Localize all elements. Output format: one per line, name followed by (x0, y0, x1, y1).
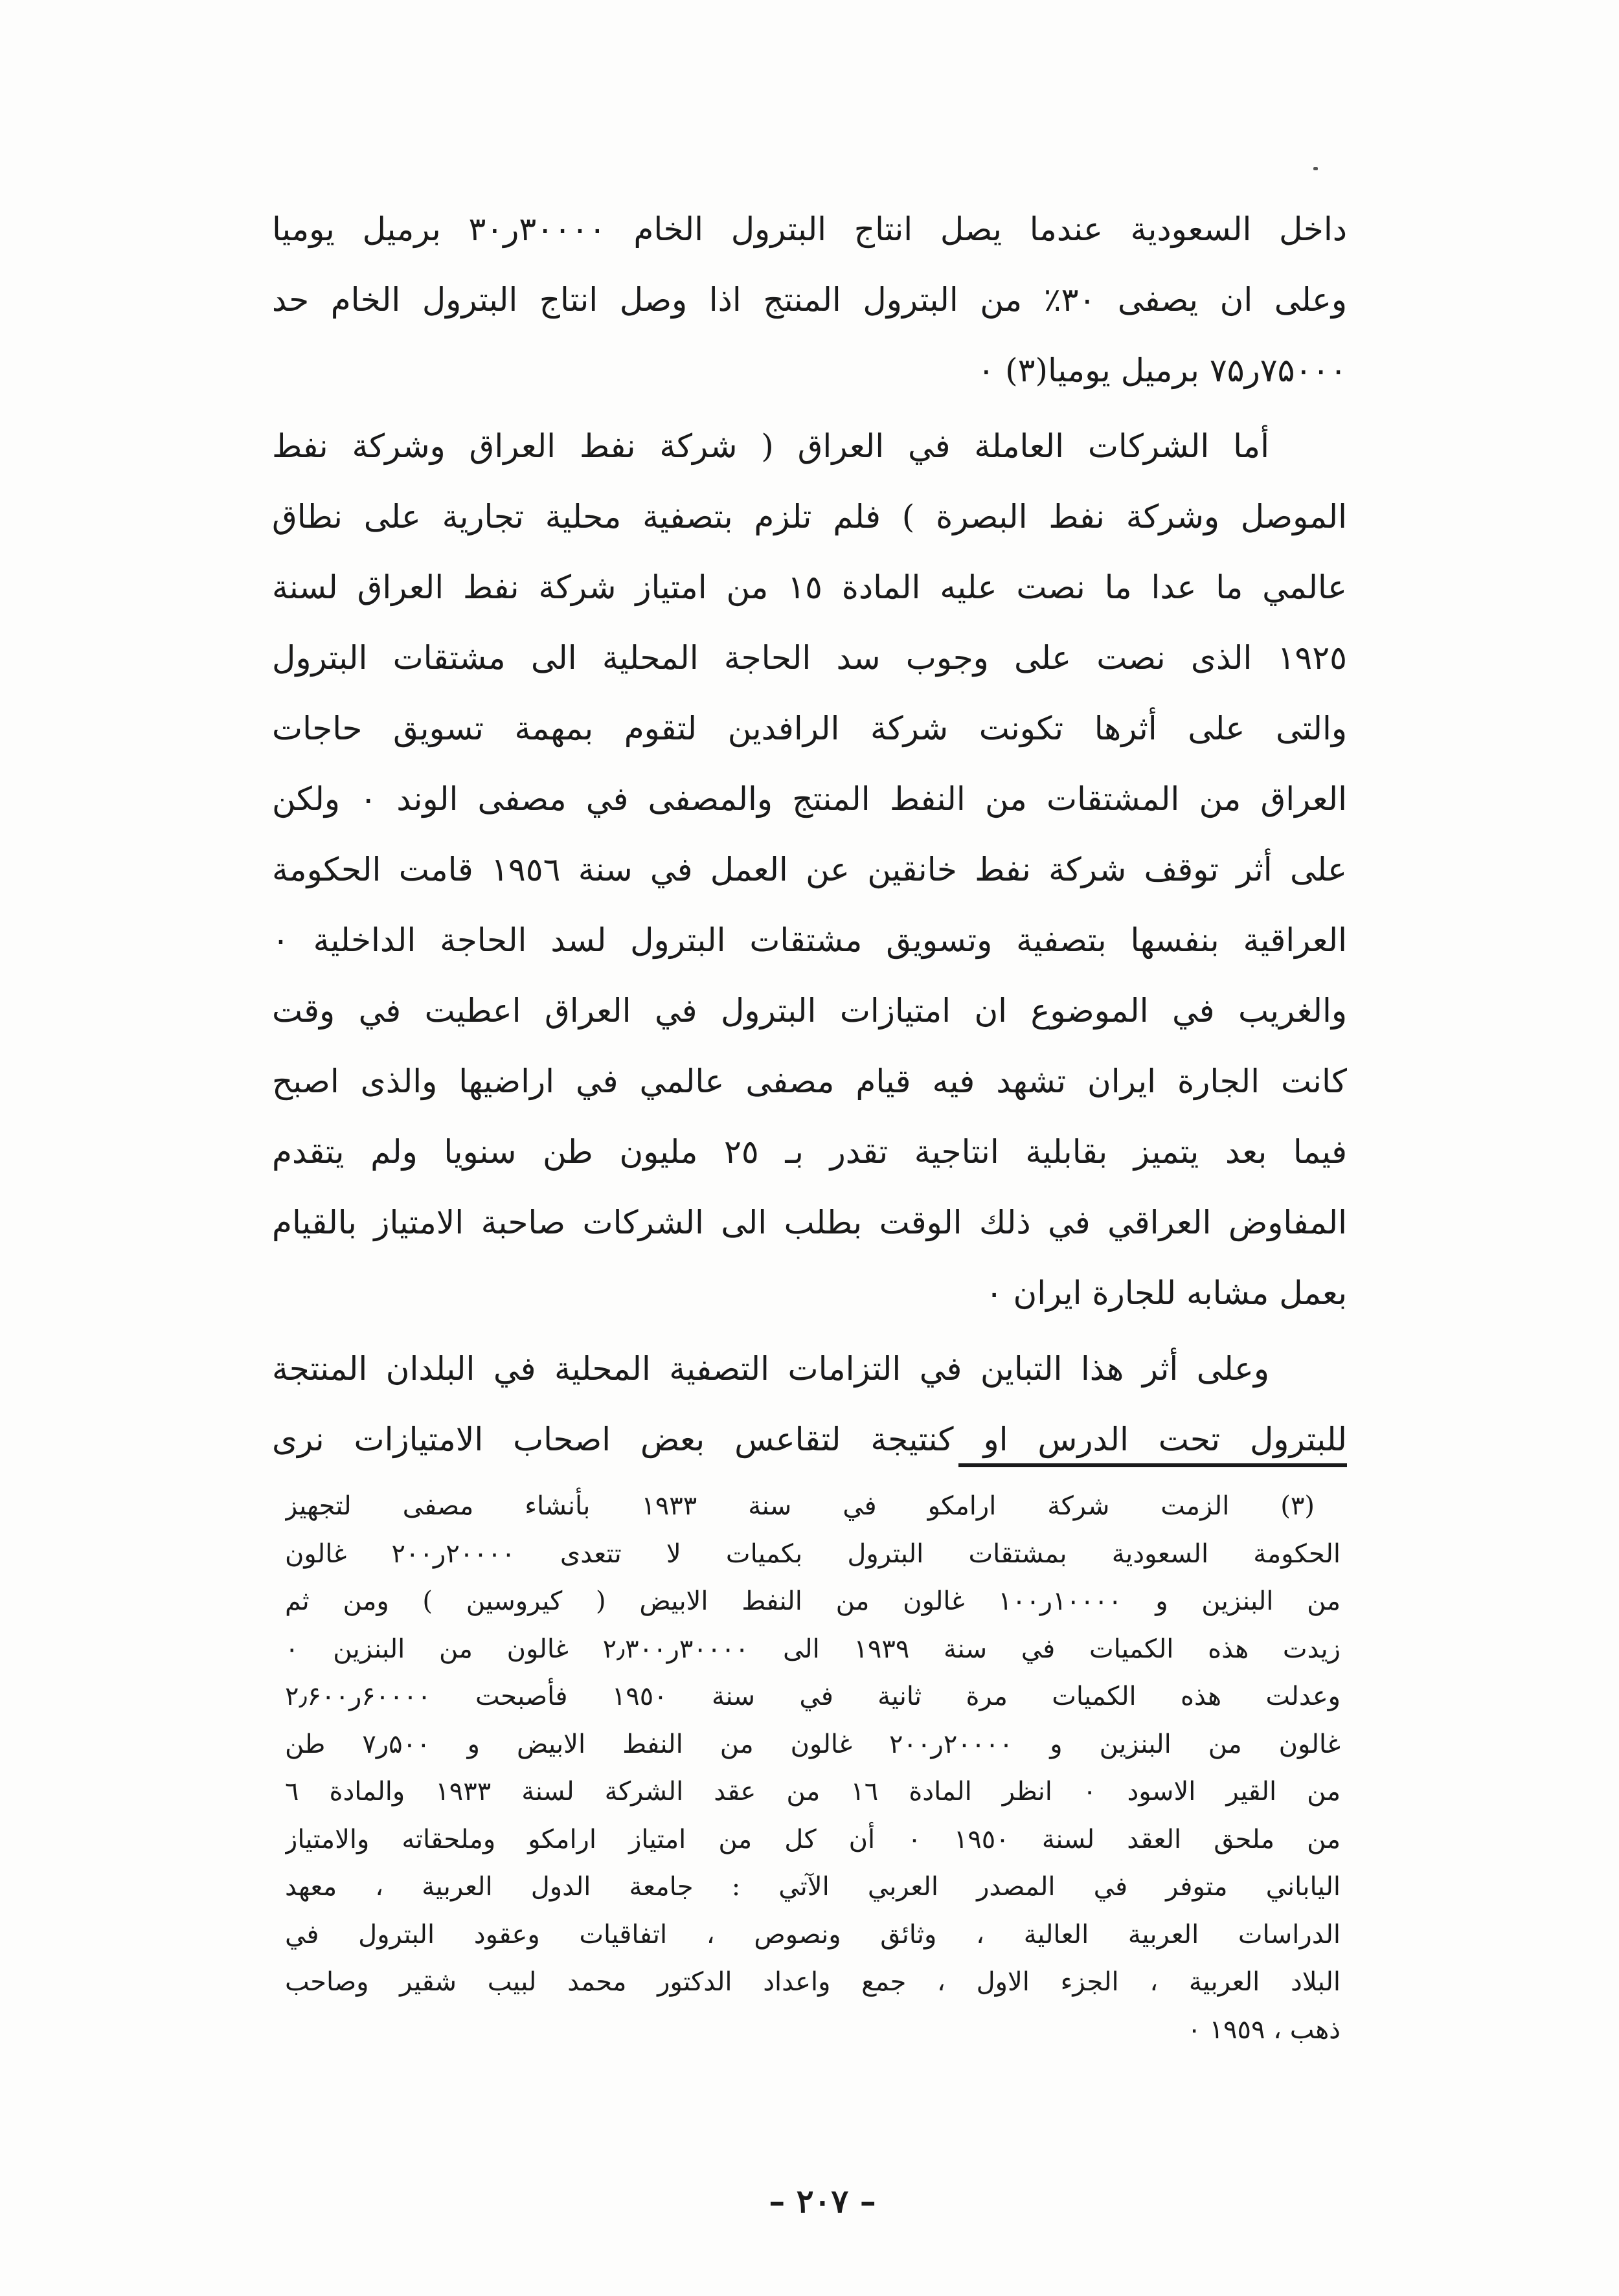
body-line: ١٩٢٥ الذى نصت على وجوب سد الحاجة المحلية الى مشتقات البترول (272, 639, 1347, 677)
body-line: داخل السعودية عندما يصل انتاج البترول الخام ۳۰۰۰۰ر۳۰ برميل يوميا (272, 210, 1347, 248)
footnote-line: من ملحق العقد لسنة ١٩٥٠ ٠ أن كل من امتياز ارامكو وملحقاته والامتياز (285, 1824, 1341, 1854)
footnote-line: البلاد العربية ، الجزء الاول ، جمع واعداد الدكتور محمد لبيب شقير وصاحب (285, 1967, 1341, 1997)
footnote-separator-rule (958, 1463, 1347, 1467)
body-line: بعمل مشابه للجارة ايران ٠ (985, 1274, 1347, 1312)
footnote-line: الياباني متوفر في المصدر العربي الآتي : جامعة الدول العربية ، معهد (285, 1872, 1341, 1902)
body-line: المفاوض العراقي في ذلك الوقت بطلب الى الشركات صاحبة الامتياز بالقيام (272, 1204, 1347, 1241)
footnote-line: ذهب ، ١٩٥٩ ٠ (1187, 2014, 1341, 2045)
body-line: أما الشركات العاملة في العراق ( شركة نفط العراق وشركة نفط (272, 427, 1269, 465)
body-line: على أثر توقف شركة نفط خانقين عن العمل في سنة ١٩٥٦ قامت الحكومة (272, 851, 1347, 888)
body-line: عالمي ما عدا ما نصت عليه المادة ١٥ من امتياز شركة نفط العراق لسنة (272, 568, 1347, 606)
footnote-block (285, 1483, 1341, 2054)
body-line: والتى على أثرها تكونت شركة الرافدين لتقوم بمهمة تسويق حاجات (272, 710, 1347, 747)
body-line: للبترول تحت الدرس او كنتيجة لتقاعس بعض اصحاب الامتيازات نرى (272, 1421, 1347, 1458)
body-line: الموصل وشركة نفط البصرة ) فلم تلزم بتصفية محلية تجارية على نطاق (272, 498, 1347, 535)
body-line: ۷۵۰۰۰ر۷۵ برميل يوميا(۳) ٠ (977, 352, 1347, 389)
footnote-line: زيدت هذه الكميات في سنة ١٩٣٩ الى ۳۰۰۰۰ر۲٫۳۰۰ غالون من البنزين ٠ (285, 1634, 1341, 1664)
main-body-text (272, 194, 1347, 1475)
footnote-line: من البنزين و ۱۰۰۰۰ر۱۰۰ غالون من النفط الابيض ( كيروسين ) ومن ثم (285, 1586, 1341, 1616)
stray-ink-mark (1313, 167, 1318, 170)
body-line: فيما بعد يتميز بقابلية انتاجية تقدر بـ ٢٥ مليون طن سنويا ولم يتقدم (272, 1133, 1347, 1171)
footnote-line: الحكومة السعودية بمشتقات البترول بكميات لا تتعدى ۲۰۰۰۰ر۲۰۰ غالون (285, 1538, 1341, 1569)
body-line: العراقية بنفسها بتصفية وتسويق مشتقات البترول لسد الحاجة الداخلية ٠ (272, 921, 1347, 959)
body-line: وعلى أثر هذا التباين في التزامات التصفية المحلية في البلدان المنتجة (272, 1350, 1269, 1388)
page-number: – ٢٠٧ – (769, 2182, 876, 2220)
footnote-line: (٣) الزمت شركة ارامكو في سنة ١٩٣٣ بأنشاء مصفى لتجهيز (285, 1491, 1315, 1521)
footnote-line: وعدلت هذه الكميات مرة ثانية في سنة ١٩٥٠ فأصبحت ۶۰۰۰۰ر۲٫۶۰۰ (285, 1682, 1341, 1711)
body-line: والغريب في الموضوع ان امتيازات البترول في العراق اعطيت في وقت (272, 992, 1347, 1030)
body-line: وعلى ان يصفى ۳۰٪ من البترول المنتج اذا وصل انتاج البترول الخام حد (272, 281, 1347, 319)
footnote-line: من القير الاسود ٠ انظر المادة ١٦ من عقد الشركة لسنة ١٩٣٣ والمادة ٦ (285, 1777, 1341, 1806)
footnote-line: غالون من البنزين و ۲۰۰۰۰ر۲۰۰ غالون من النفط الابيض و ۵۰۰ر۷ طن (285, 1729, 1341, 1759)
body-line: كانت الجارة ايران تشهد فيه قيام مصفى عالمي في اراضيها والذى اصبح (272, 1063, 1347, 1100)
body-line: العراق من المشتقات من النفط المنتج والمصفى في مصفى الوند ٠ ولكن (272, 780, 1347, 818)
footnote-line: الدراسات العربية العالية ، وثائق ونصوص ، اتفاقيات وعقود البترول في (285, 1919, 1341, 1950)
